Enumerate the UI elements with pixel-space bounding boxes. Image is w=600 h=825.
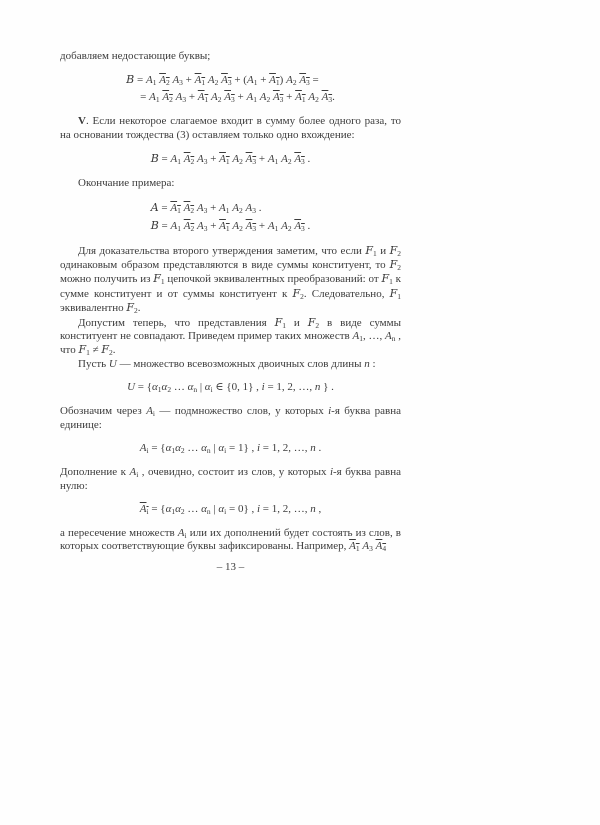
equation-expansion-line1: $B = A_1$ $A_2$ $A_3 + A_1$ $A_2$ $A_3 + (A_1 + A_1)$ $A_2$ $A_3$ =	[126, 73, 319, 88]
paragraph-example-end: Окончание примера:	[78, 177, 175, 190]
equation-ai-definition: $A_i = \{\alpha_1\alpha_2$ … $\alpha_n$ | $\alpha_i = 1$} , i = 1, 2, …, n .	[139, 442, 322, 456]
paragraph-add-letters: добавляем недостающие буквы;	[60, 50, 211, 62]
page-number: – 13 –	[216, 560, 245, 573]
paragraph-assume-different: Допустим теперь, что представления $F_1$ и $F_2$ в виде суммы конституент не совпадают. Приведем пример таких множеств $A_1$, …, $A_n$ , что $F_1 \ne F_2$.	[60, 315, 401, 358]
paragraph-proof-second-claim: Для доказательства второго утверждения заметим, что если $F_1$ и $F_2$ одинаковым образом представляются в виде суммы конституент, то $F_2$ можно получить из $F_1$ цепочкой эквивалентных преобразований: от $F_1$ к сумме конституент и от суммы конституент к $F_2$. Следовательно, $F_1$ эквивалентно $F_2$.	[60, 243, 401, 316]
equation-final-result	[60, 199, 401, 235]
text-column	[60, 50, 401, 574]
equation-single-occurrence: $B = A_1$ $A_2$ $A_3 + A_1$ $A_2$ $A_3 + A_1$ $A_2$ $A_3$ .	[150, 152, 311, 167]
paragraph-let-u: Пусть U — множество всевозможных двоичных слов длины n :	[78, 357, 376, 370]
equation-result-a: $A = A_1$ $A_2$ $A_3 + A_1$ $A_2$ $A_3$ .	[150, 200, 262, 215]
equation-u-definition: $U = \{\alpha_1\alpha_2$ … $\alpha_n$ | $\alpha_i$ ∈ {0, 1} , i = 1, 2, …, n } .	[127, 381, 334, 395]
paragraph-denote-ai: Обозначим через $A_i$ — подмножество слов, у которых i-я буква равна единице:	[60, 405, 401, 431]
paragraph-complement-ai: Дополнение к $A_i$ , очевидно, состоит из слов, у которых i-я буква равна нулю:	[60, 466, 401, 492]
equation-result-b: $B = A_1$ $A_2$ $A_3 + A_1$ $A_2$ $A_3 + A_1$ $A_2$ $A_3$ .	[150, 218, 311, 233]
equation-ai-complement-definition: $A_i = \{\alpha_1\alpha_2$ … $\alpha_n$ | $\alpha_i = 0$} , i = 1, 2, …, n ,	[139, 502, 322, 516]
paragraph-intersection: а пересечение множеств $A_i$ или их дополнений будет состоять из слов, в которых соответствующие буквы зафиксированы. Например, $A_1$ $A_3$ $A_4$	[60, 526, 401, 554]
paragraph-rule-v: V. Если некоторое слагаемое входит в сумму более одного раза, то на основании тождества (3) оставляем только одно вхождение:	[60, 115, 401, 141]
equation-expansion	[60, 71, 401, 106]
equation-expansion-line2: = $A_1$ $A_2$ $A_3 + A_1$ $A_2$ $A_3 + A_1$ $A_2$ $A_3 + A_1$ $A_2$ $A_3$.	[140, 91, 335, 105]
